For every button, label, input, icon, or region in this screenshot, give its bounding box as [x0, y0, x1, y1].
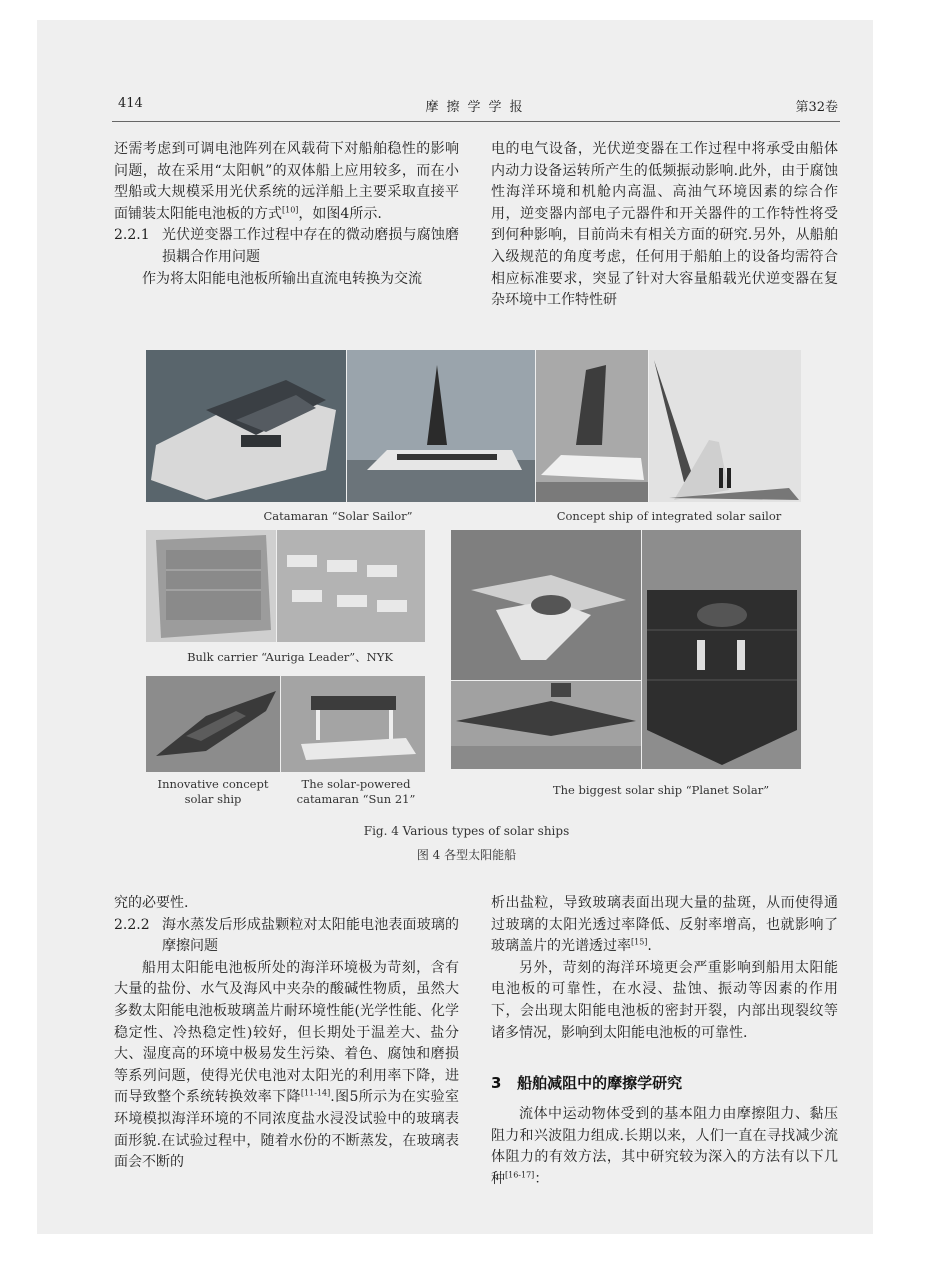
figure-caption-cn: 图 4 各型太阳能船	[416, 848, 517, 862]
caption-concept-sailor: Concept ship of integrated solar sailor	[556, 509, 782, 523]
paragraph: 究的必要性.	[114, 895, 189, 911]
section-number: 2.2.2	[114, 916, 150, 933]
paragraph: 析出盐粒，导致玻璃表面出现大量的盐斑，从而使得通过玻璃的太阳光透过率降低、反射率增高，也就影响了玻璃盖片的光谱透过率[15].	[491, 895, 838, 955]
page-number: 414	[118, 96, 143, 111]
photo-solar-sailor-aerial	[146, 350, 346, 502]
paragraph: 电的电气设备，光伏逆变器在工作过程中将承受由船体内动力设备运转所产生的低频振动影响.此外，由于腐蚀性海洋环境和机舱内高温、高油气环境因素的综合作用，逆变器内部电子元器件和开关器件的工作特性将受到何种影响，目前尚未有相关方面的研究.另外，从船舶入级规范的角度考虑，任何用于船舶上的设备均需符合相应标准要求，突显了针对大容量船载光伏逆变器在复杂环境中工作特性研	[491, 141, 838, 309]
upper-left-column	[114, 139, 459, 290]
paragraph: 作为将太阳能电池板所输出直流电转换为交流	[142, 270, 422, 287]
photo-auriga-leader-2	[277, 530, 425, 642]
header-rule	[112, 121, 840, 122]
figure-4	[140, 346, 806, 816]
caption-solar-sailor: Catamaran “Solar Sailor”	[263, 509, 413, 523]
citation[interactable]: [15]	[631, 937, 648, 947]
paragraph: 船用太阳能电池板所处的海洋环境极为苛刻，含有大量的盐份、水气及海风中夹杂的酸碱性物质，虽然大多数太阳能电池板玻璃盖片耐环境性能(光学性能、化学稳定性、冷热稳定性)较好，但长期处于温差大、盐分大、湿度高的环境中极易发生污染、着色、腐蚀和磨损等系列问题，使得光伏电池对太阳光的利用率下降，进而导致整个系统转换效率下降[11-14].图5所示为在实验室环境模拟海洋环境的不同浓度盐水浸没试验中的玻璃表面形貌.在试验过程中，随着水份的不断蒸发，在玻璃表面会不断的	[114, 959, 459, 1171]
heading-title: 船舶减阻中的摩擦学研究	[517, 1074, 683, 1092]
citation[interactable]: [10]	[282, 205, 299, 215]
paragraph: 另外，苛刻的海洋环境更会严重影响到船用太阳能电池板的可靠性，在水浸、盐蚀、振动等因素的作用下，会出现太阳能电池板的密封开裂，内部出现裂纹等诸多情况，影响到太阳能电池板的可靠性.	[491, 959, 838, 1041]
caption-auriga: Bulk carrier “Auriga Leader”、NYK	[187, 650, 393, 664]
caption-innovative: Innovative concept solar ship	[157, 777, 269, 806]
section-heading-2-2-1	[114, 225, 459, 268]
photo-concept-solar-sailor-2	[649, 350, 801, 502]
citation[interactable]: [11-14]	[300, 1088, 331, 1098]
journal-title: 摩擦学学报	[425, 100, 531, 115]
lower-right-column-cont	[491, 1104, 838, 1190]
caption-planet-solar: The biggest solar ship “Planet Solar”	[552, 783, 770, 797]
section-number: 2.2.1	[114, 227, 150, 244]
paragraph: 还需考虑到可调电池阵列在风载荷下对船舶稳性的影响问题，故在采用“太阳帆”的双体船上应用较多，而在小型船或大规模采用光伏系统的远洋船上主要采取直接平面铺装太阳能电池板的方式[10]，如图4所示.	[114, 141, 459, 222]
running-header	[118, 96, 838, 118]
section-title: 光伏逆变器工作过程中存在的微动磨损与腐蚀磨损耦合作用问题	[162, 227, 459, 265]
photo-planet-solar-side	[451, 681, 641, 769]
section-heading-3	[491, 1072, 682, 1093]
photo-planet-solar-front	[451, 530, 641, 680]
photo-solar-sailor-side	[347, 350, 535, 502]
photo-sun-21	[281, 676, 425, 772]
figure-caption-en: Fig. 4 Various types of solar ships	[363, 824, 570, 838]
heading-number: 3	[491, 1074, 502, 1092]
section-title: 海水蒸发后形成盐颗粒对太阳能电池表面玻璃的摩擦问题	[162, 916, 459, 955]
citation[interactable]: [16-17]	[505, 1170, 535, 1180]
caption-sun-21: The solar-powered catamaran “Sun 21”	[296, 777, 416, 806]
photo-concept-solar-sailor-1	[536, 350, 648, 502]
section-heading-2-2-2	[114, 915, 459, 958]
photo-planet-solar-deck	[642, 530, 801, 769]
photo-auriga-leader-1	[146, 530, 276, 642]
lower-right-column	[491, 893, 838, 1044]
volume-label: 第32卷	[795, 100, 838, 115]
paragraph: 流体中运动物体受到的基本阻力由摩擦阻力、黏压阻力和兴波阻力组成.长期以来，人们一直在寻找减少流体阻力的有效方法，其中研究较为深入的方法有以下几种[16-17]：	[491, 1106, 838, 1187]
photo-innovative-concept	[146, 676, 280, 772]
upper-right-column	[491, 139, 838, 312]
lower-left-column	[114, 893, 459, 1174]
